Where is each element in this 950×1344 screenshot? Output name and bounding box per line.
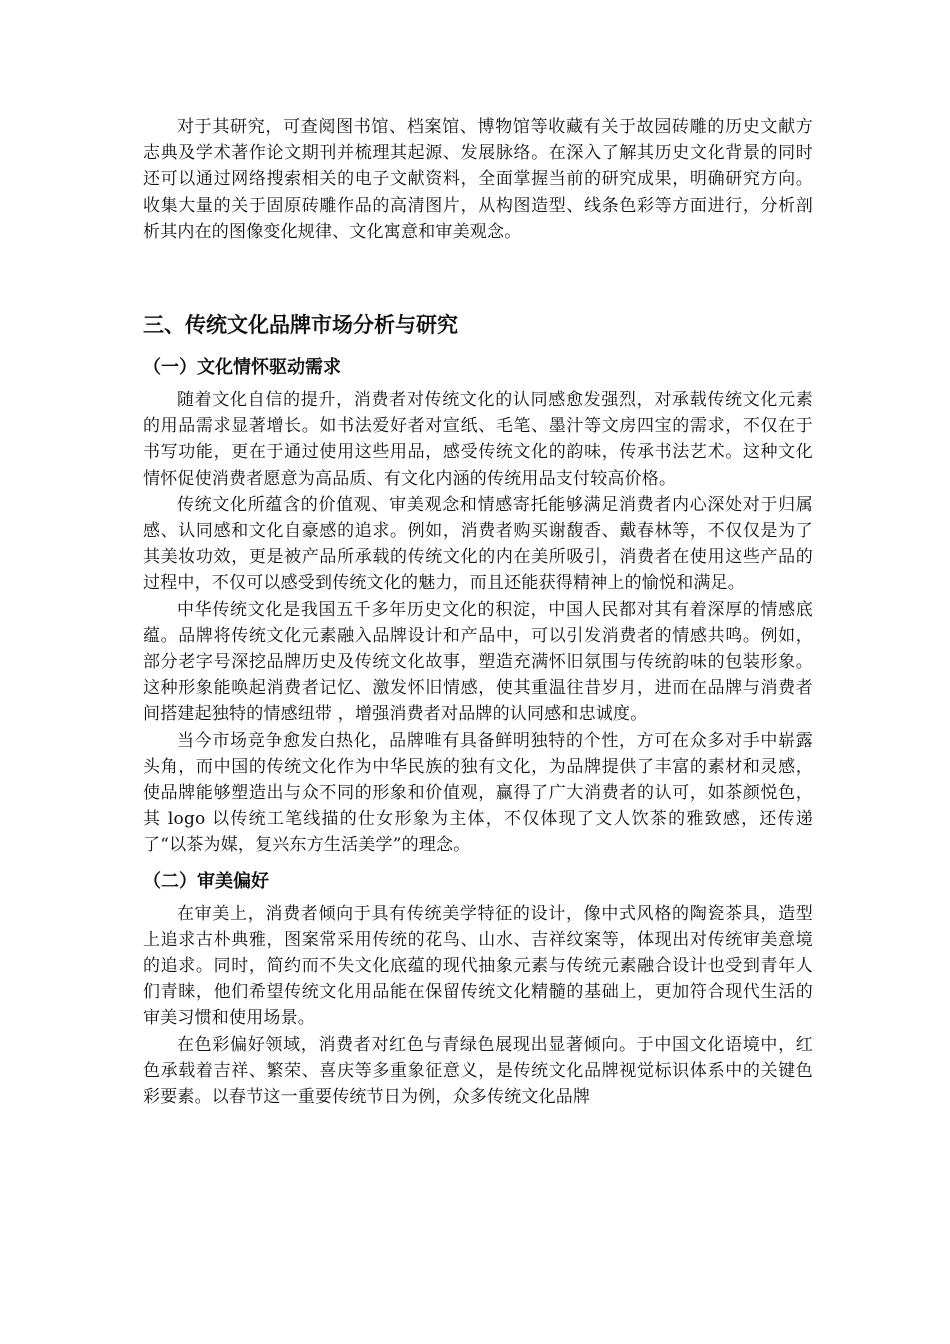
section-heading: 三、传统文化品牌市场分析与研究	[143, 313, 458, 338]
body-paragraph: 随着文化自信的提升，消费者对传统文化的认同感愈发强烈，对承载传统文化元素的用品需求显著增长。如书法爱好者对宣纸、毛笔、墨汁等文房四宝的需求，不仅在于书写功能，更在于通过使用这些用品，感受传统文化的韵味，传承书法艺术。这种文化情怀促使消费者愿意为高品质、有文化内涵的传统用品支付较高价格。	[143, 390, 813, 489]
body-paragraph: 当今市场竞争愈发白热化，品牌唯有具备鲜明独特的个性，方可在众多对手中崭露头角，而中国的传统文化作为中华民族的独有文化，为品牌提供了丰富的素材和灵感，使品牌能够塑造出与众不同的形象和价值观，赢得了广大消费者的认可，如茶颜悦色，其 logo 以传统工笔线描的仕女形象为主体，不仅体现了文人饮茶的雅致感，还传递了“以茶为媒，复兴东方生活美学”的理念。	[143, 730, 813, 856]
document-page	[143, 114, 813, 1110]
intro-paragraph: 对于其研究，可查阅图书馆、档案馆、博物馆等收藏有关于故园砖雕的历史文献方志典及学术著作论文期刊并梳理其起源、发展脉络。在深入了解其历史文化背景的同时还可以通过网络搜索相关的电子文献资料，全面掌握当前的研究成果，明确研究方向。收集大量的关于固原砖雕作品的高清图片，从构图造型、线条色彩等方面进行，分析剖析其内在的图像变化规律、文化寓意和审美观念。	[143, 117, 813, 242]
spacer	[143, 245, 813, 311]
spacer	[143, 859, 813, 869]
subsection-heading-2: （二）审美偏好	[143, 870, 269, 892]
spacer	[143, 339, 813, 355]
body-paragraph: 中华传统文化是我国五千多年历史文化的积淀，中国人民都对其有着深厚的情感底蕴。品牌将传统文化元素融入品牌设计和产品中，可以引发消费者的情感共鸣。例如，部分老字号深挖品牌历史及传统文化故事，塑造充满怀旧氛围与传统韵味的包装形象。这种形象能唤起消费者记忆、激发怀旧情感，使其重温往昔岁月，进而在品牌与消费者间搭建起独特的情感纽带 ，增强消费者对品牌的认同感和忠诚度。	[143, 599, 813, 725]
body-paragraph: 在审美上，消费者倾向于具有传统美学特征的设计，像中式风格的陶瓷茶具，造型上追求古朴典雅，图案常采用传统的花鸟、山水、吉祥纹案等，体现出对传统审美意境的追求。同时，简约而不失文化底蕴的现代抽象元素与传统元素融合设计也受到青年人们青睐，他们希望传统文化用品能在保留传统文化精髓的基础上，更加符合现代生活的审美习惯和使用场景。	[143, 903, 813, 1029]
body-paragraph: 传统文化所蕴含的价值观、审美观念和情感寄托能够满足消费者内心深处对于归属感、认同感和文化自豪感的追求。例如，消费者购买谢馥香、戴春林等，不仅仅是为了其美妆功效，更是被产品所承载的传统文化的内在美所吸引，消费者在使用这些产品的过程中，不仅可以感受到传统文化的魅力，而且还能获得精神上的愉悦和满足。	[143, 494, 813, 594]
body-paragraph: 在色彩偏好领域，消费者对红色与青绿色展现出显著倾向。于中国文化语境中，红色承载着吉祥、繁荣、喜庆等多重象征意义，是传统文化品牌视觉标识体系中的关键色彩要素。以春节这一重要传统节日为例，众多传统文化品牌	[143, 1034, 813, 1108]
subsection-heading-1: （一）文化情怀驱动需求	[143, 357, 341, 379]
